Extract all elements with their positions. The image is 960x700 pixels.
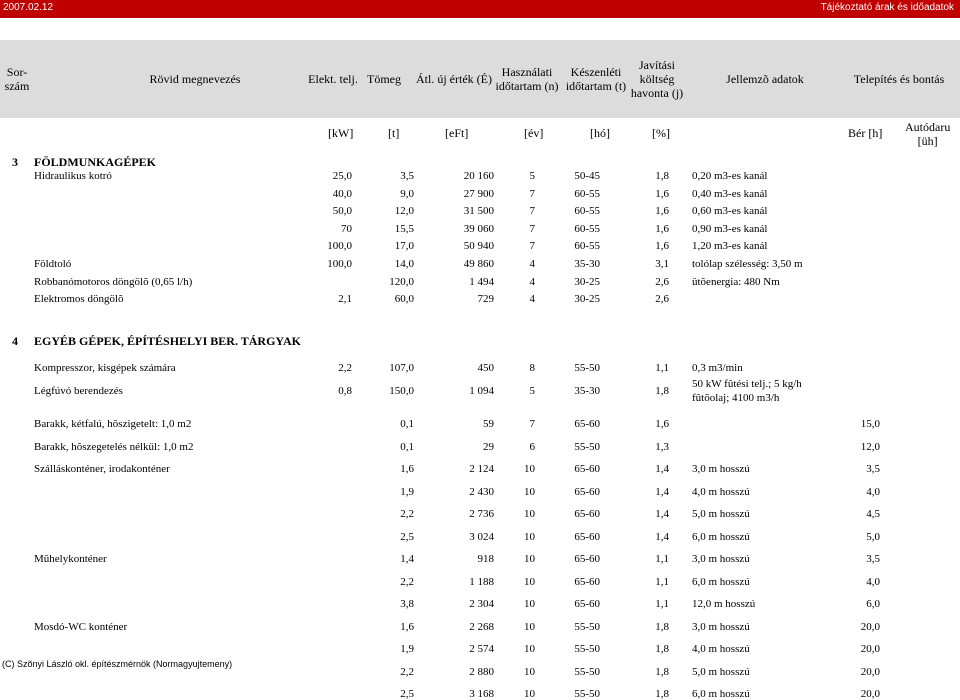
row-t: 15,5 xyxy=(394,222,414,235)
row-t: 9,0 xyxy=(400,187,414,200)
col-nev: Rövid megnevezés xyxy=(149,72,241,86)
row-ho: 35-30 xyxy=(574,384,600,397)
row-eft: 49 860 xyxy=(463,258,494,270)
row-jellemzo: 6,0 m hosszú xyxy=(692,530,750,543)
row-pct: 1,6 xyxy=(655,205,669,218)
row-pct: 1,1 xyxy=(655,598,669,610)
row-eft: 2 880 xyxy=(469,665,494,678)
col-ertek: Átl. új érték (É) xyxy=(416,72,492,86)
row-ho: 60-55 xyxy=(574,187,600,200)
row-t: 2,2 xyxy=(400,665,414,678)
row-pct: 1,8 xyxy=(655,384,669,397)
row-eft: 39 060 xyxy=(463,222,494,235)
row-name: Robbanómotoros döngölõ (0,65 l/h) xyxy=(34,275,193,288)
row-kw: 2,1 xyxy=(338,293,352,306)
row-ev: 10 xyxy=(524,553,535,565)
row-autodaru: 4,0 xyxy=(866,485,880,498)
row-pct: 1,8 xyxy=(655,665,669,678)
row-jellemzo: 6,0 m hosszú xyxy=(692,575,750,588)
row-ho: 65-60 xyxy=(574,598,600,610)
row-pct: 1,3 xyxy=(655,440,669,453)
unit-ber: Bér [h] xyxy=(848,126,883,140)
row-ho: 65-60 xyxy=(574,575,600,588)
units-row xyxy=(0,118,960,152)
row-eft: 31 500 xyxy=(463,205,494,218)
row-eft: 3 168 xyxy=(469,688,494,700)
row-jellemzo: 4,0 m hosszú xyxy=(692,643,750,655)
unit-ev: [év] xyxy=(524,126,544,140)
row-pct: 2,6 xyxy=(655,275,669,288)
row-eft: 3 024 xyxy=(469,530,494,543)
row-autodaru: 20,0 xyxy=(860,620,880,633)
row-ho: 60-55 xyxy=(574,205,600,218)
row-ho: 60-55 xyxy=(574,240,600,253)
row-pct: 1,1 xyxy=(655,362,669,374)
row-ho: 65-60 xyxy=(574,553,600,565)
row-t: 2,5 xyxy=(400,530,414,543)
row-name: Légfúvó berendezés xyxy=(34,384,123,397)
row-pct: 3,1 xyxy=(655,258,669,270)
row-autodaru: 20,0 xyxy=(860,643,880,655)
row-t: 17,0 xyxy=(394,240,414,253)
row-ho: 65-60 xyxy=(574,485,600,498)
row-pct: 1,8 xyxy=(655,170,669,182)
row-eft: 918 xyxy=(477,553,494,565)
row-eft: 2 304 xyxy=(469,598,494,610)
unit-autodaru: Autódaru [üh] xyxy=(905,120,951,148)
row-jellemzo: 5,0 m hosszú xyxy=(692,665,750,678)
row-kw: 100,0 xyxy=(327,240,352,253)
row-t: 1,9 xyxy=(400,485,414,498)
row-pct: 1,4 xyxy=(655,508,669,520)
row-kw: 0,8 xyxy=(338,384,352,397)
row-jellemzo: 12,0 m hosszú xyxy=(692,598,756,610)
row-kw: 70 xyxy=(341,222,352,235)
row-name: Mûhelykonténer xyxy=(34,553,107,565)
row-name: Földtoló xyxy=(34,258,72,270)
row-eft: 20 160 xyxy=(463,170,494,182)
column-header xyxy=(0,40,960,118)
row-jellemzo: 0,20 m3-es kanál xyxy=(692,170,768,182)
row-ev: 10 xyxy=(524,530,535,543)
row-t: 1,6 xyxy=(400,463,414,475)
row-autodaru: 12,0 xyxy=(860,440,880,453)
row-ev: 4 xyxy=(529,293,535,306)
row-jellemzo: 1,20 m3-es kanál xyxy=(692,240,768,253)
row-jellemzo: 0,40 m3-es kanál xyxy=(692,187,768,200)
row-name: Barakk, kétfalú, hõszigetelt: 1,0 m2 xyxy=(34,418,192,430)
col-hasznalati: Használati időtartam (n) xyxy=(495,65,559,93)
row-ho: 55-50 xyxy=(574,620,600,633)
row-eft: 1 494 xyxy=(469,275,494,288)
row-ev: 10 xyxy=(524,575,535,588)
row-name: Barakk, hõszegetelés nélkül: 1,0 m2 xyxy=(34,440,194,453)
row-ev: 4 xyxy=(529,258,535,270)
row-ho: 30-25 xyxy=(574,275,600,288)
row-autodaru: 3,5 xyxy=(866,553,880,565)
row-autodaru: 6,0 xyxy=(866,598,880,610)
row-t: 0,1 xyxy=(400,418,414,430)
row-name: Szálláskonténer, irodakonténer xyxy=(34,463,170,475)
row-ho: 65-60 xyxy=(574,463,600,475)
row-pct: 1,6 xyxy=(655,187,669,200)
col-telepites: Telepítés és bontás xyxy=(853,72,945,86)
row-ev: 7 xyxy=(529,205,535,218)
row-pct: 1,8 xyxy=(655,620,669,633)
row-name: Elektromos döngölõ xyxy=(34,293,124,306)
row-kw: 100,0 xyxy=(327,258,352,270)
row-ev: 10 xyxy=(524,620,535,633)
col-telj: Elekt. telj. xyxy=(308,72,358,86)
row-ho: 55-50 xyxy=(574,688,600,700)
date-label: 2007.02.12 xyxy=(3,2,54,13)
row-ho: 60-55 xyxy=(574,222,600,235)
row-ho: 55-50 xyxy=(574,665,600,678)
row-ev: 10 xyxy=(524,665,535,678)
row-ev: 6 xyxy=(529,440,535,453)
row-eft: 2 736 xyxy=(469,508,494,520)
row-ev: 7 xyxy=(529,418,535,430)
row-jellemzo-2: fûtõolaj; 4100 m3/h xyxy=(692,391,780,404)
row-jellemzo: 0,3 m3/min xyxy=(692,362,743,374)
row-kw: 40,0 xyxy=(332,187,352,200)
row-jellemzo: tolólap szélesség: 3,50 m xyxy=(692,258,803,270)
row-t: 150,0 xyxy=(389,384,414,397)
unit-eft: [eFt] xyxy=(445,126,469,140)
unit-t: [t] xyxy=(388,126,400,140)
row-ev: 10 xyxy=(524,688,535,700)
row-pct: 2,6 xyxy=(655,293,669,306)
row-t: 0,1 xyxy=(400,440,414,453)
row-eft: 2 574 xyxy=(469,643,494,655)
row-autodaru: 5,0 xyxy=(866,530,880,543)
row-ho: 30-25 xyxy=(574,293,600,306)
row-t: 1,6 xyxy=(400,620,414,633)
row-pct: 1,4 xyxy=(655,485,669,498)
row-pct: 1,4 xyxy=(655,463,669,475)
row-jellemzo: ütõenergia: 480 Nm xyxy=(692,275,780,288)
unit-ho: [hó] xyxy=(590,126,610,140)
section-3-number: 3 xyxy=(12,155,18,169)
row-t: 3,5 xyxy=(400,170,414,182)
row-ho: 50-45 xyxy=(574,170,600,182)
row-pct: 1,4 xyxy=(655,530,669,543)
row-ho: 65-60 xyxy=(574,530,600,543)
page-title: Tájékoztató árak és időadatok xyxy=(820,2,954,13)
row-ev: 10 xyxy=(524,485,535,498)
row-ev: 4 xyxy=(529,275,535,288)
row-name: Hidraulikus kotró xyxy=(34,170,112,182)
row-pct: 1,1 xyxy=(655,575,669,588)
section-4-number: 4 xyxy=(12,334,18,348)
row-pct: 1,1 xyxy=(655,553,669,565)
row-autodaru: 20,0 xyxy=(860,688,880,700)
row-eft: 1 094 xyxy=(469,384,494,397)
row-t: 107,0 xyxy=(389,362,414,374)
col-keszenleti: Készenléti időtartam (t) xyxy=(565,65,627,93)
row-ev: 10 xyxy=(524,598,535,610)
row-eft: 27 900 xyxy=(463,187,494,200)
col-javitasi: Javítási költség havonta (j) xyxy=(630,58,684,100)
row-jellemzo: 0,90 m3-es kanál xyxy=(692,222,768,235)
row-name: Kompresszor, kisgépek számára xyxy=(34,362,176,374)
row-ev: 5 xyxy=(529,384,535,397)
row-eft: 729 xyxy=(477,293,494,306)
row-ev: 7 xyxy=(529,187,535,200)
row-autodaru: 4,5 xyxy=(866,508,880,520)
top-bar xyxy=(0,0,960,18)
row-kw: 25,0 xyxy=(332,170,352,182)
unit-pct: [%] xyxy=(652,126,670,140)
row-name: Mosdó-WC konténer xyxy=(34,620,128,633)
row-t: 2,5 xyxy=(400,688,414,700)
row-t: 1,4 xyxy=(400,553,414,565)
row-t: 14,0 xyxy=(394,258,414,270)
row-jellemzo: 50 kW fûtési telj.; 5 kg/h xyxy=(692,377,802,390)
col-sorszam: Sor- szám xyxy=(4,65,30,93)
row-eft: 59 xyxy=(483,418,494,430)
section-3-title: FÖLDMUNKAGÉPEK xyxy=(34,155,156,169)
row-t: 3,8 xyxy=(400,598,414,610)
row-eft: 450 xyxy=(477,362,494,374)
row-jellemzo: 3,0 m hosszú xyxy=(692,463,750,475)
row-ev: 10 xyxy=(524,643,535,655)
section-4-title: EGYÉB GÉPEK, ÉPÍTÉSHELYI BER. TÁRGYAK xyxy=(34,334,301,348)
row-ev: 10 xyxy=(524,463,535,475)
row-ho: 55-50 xyxy=(574,440,600,453)
row-autodaru: 4,0 xyxy=(866,575,880,588)
row-jellemzo: 0,60 m3-es kanál xyxy=(692,205,768,218)
row-ho: 55-50 xyxy=(574,362,600,374)
row-autodaru: 20,0 xyxy=(860,665,880,678)
row-ev: 7 xyxy=(529,240,535,253)
row-pct: 1,6 xyxy=(655,222,669,235)
row-kw: 50,0 xyxy=(332,205,352,218)
row-ho: 65-60 xyxy=(574,508,600,520)
row-ho: 35-30 xyxy=(574,258,600,270)
unit-kw: [kW] xyxy=(328,126,354,140)
row-ev: 8 xyxy=(529,362,535,374)
row-kw: 2,2 xyxy=(338,362,352,374)
row-ev: 5 xyxy=(529,170,535,182)
row-ev: 7 xyxy=(529,222,535,235)
row-t: 2,2 xyxy=(400,508,414,520)
row-eft: 2 430 xyxy=(469,485,494,498)
row-jellemzo: 3,0 m hosszú xyxy=(692,620,750,633)
row-eft: 2 124 xyxy=(469,463,494,475)
col-tomeg: Tömeg xyxy=(367,72,401,86)
row-ho: 55-50 xyxy=(574,643,600,655)
row-pct: 1,8 xyxy=(655,643,669,655)
row-t: 2,2 xyxy=(400,575,414,588)
row-jellemzo: 5,0 m hosszú xyxy=(692,508,750,520)
row-eft: 2 268 xyxy=(469,620,494,633)
row-t: 1,9 xyxy=(400,643,414,655)
row-eft: 1 188 xyxy=(469,575,494,588)
row-pct: 1,6 xyxy=(655,418,669,430)
row-jellemzo: 6,0 m hosszú xyxy=(692,688,750,700)
row-t: 120,0 xyxy=(389,275,414,288)
row-jellemzo: 3,0 m hosszú xyxy=(692,553,750,565)
col-jellemzo: Jellemzõ adatok xyxy=(726,72,804,86)
row-jellemzo: 4,0 m hosszú xyxy=(692,485,750,498)
row-pct: 1,6 xyxy=(655,240,669,253)
row-ho: 65-60 xyxy=(574,418,600,430)
footer-credit: (C) Szõnyi László okl. építészmérnök (Normagyujtemeny) xyxy=(2,659,233,669)
row-ev: 10 xyxy=(524,508,535,520)
row-t: 60,0 xyxy=(394,293,414,306)
row-t: 12,0 xyxy=(394,205,414,218)
row-pct: 1,8 xyxy=(655,688,669,700)
row-autodaru: 15,0 xyxy=(860,418,880,430)
row-autodaru: 3,5 xyxy=(866,463,880,475)
row-eft: 29 xyxy=(483,440,494,453)
row-eft: 50 940 xyxy=(463,240,494,253)
